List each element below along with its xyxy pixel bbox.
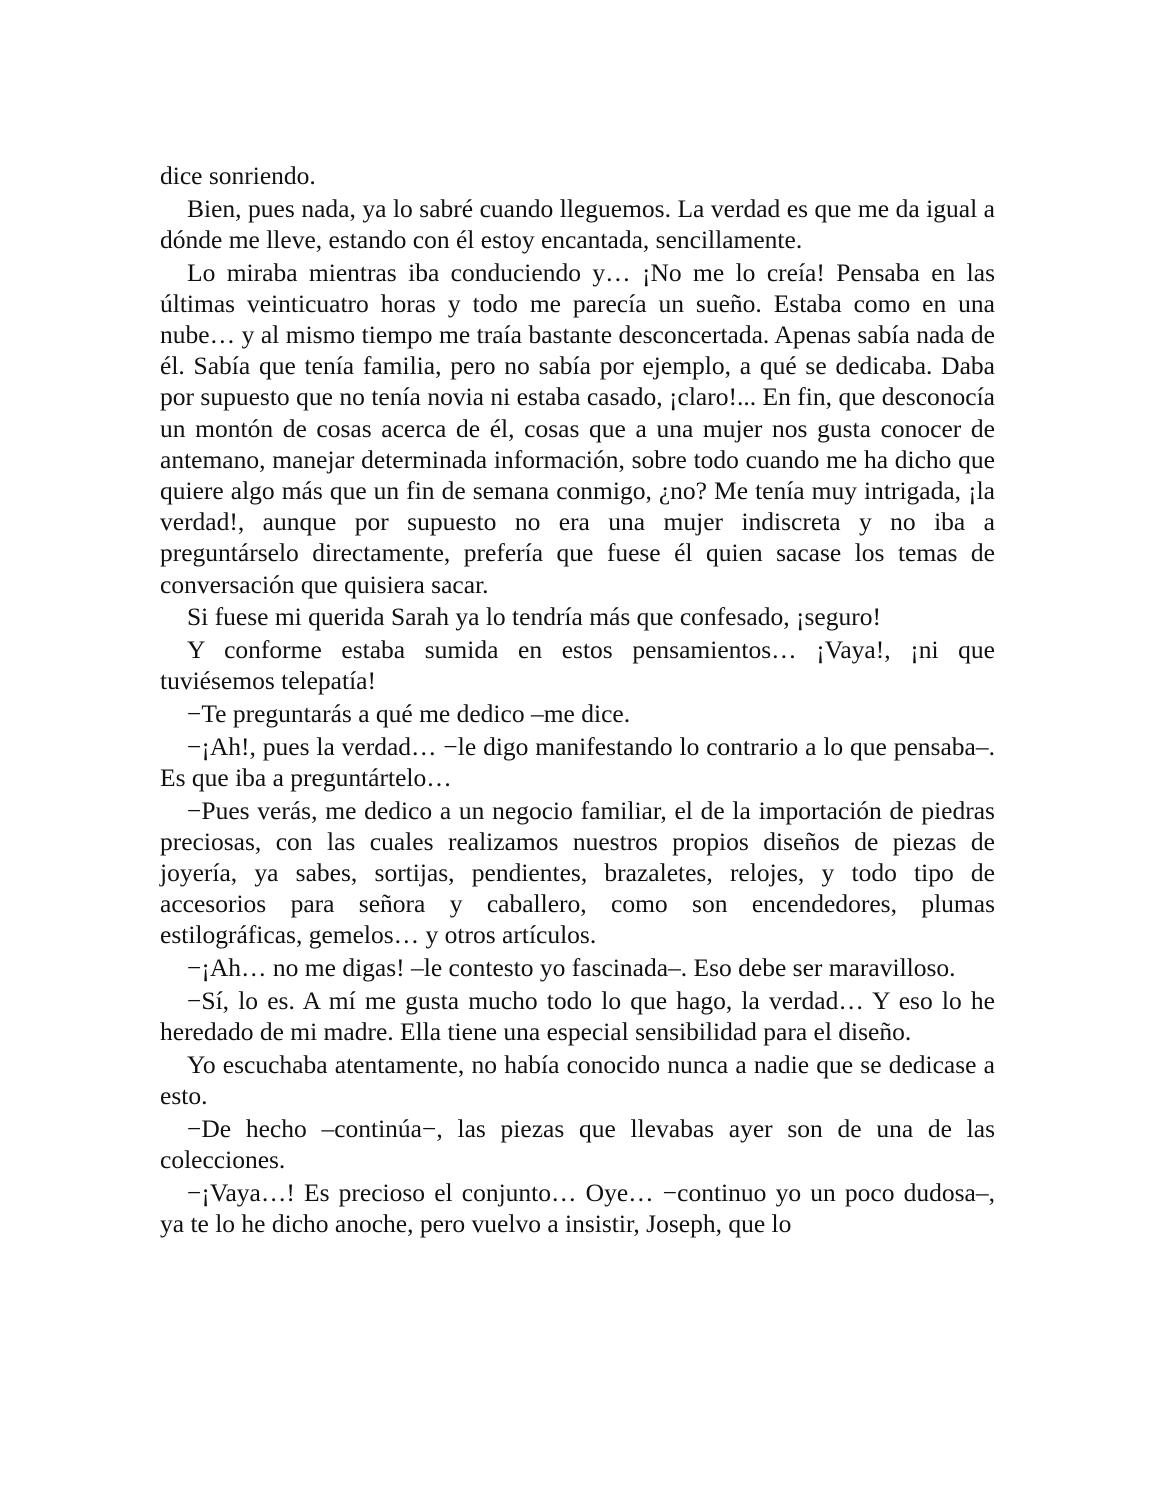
paragraph-7: −¡Ah!, pues la verdad… −le digo manifestando lo contrario a lo que pensaba–. Es que iba a preguntártelo…	[160, 731, 995, 792]
paragraph-10: −Sí, lo es. A mí me gusta mucho todo lo que hago, la verdad… Y eso lo he heredado de mi madre. Ella tiene una especial sensibilidad para el diseño.	[160, 985, 995, 1046]
paragraph-12: −De hecho –continúa−, las piezas que llevabas ayer son de una de las colecciones.	[160, 1113, 995, 1174]
paragraph-13: −¡Vaya…! Es precioso el conjunto… Oye… −continuo yo un poco dudosa–, ya te lo he dicho anoche, pero vuelvo a insistir, Joseph, que lo	[160, 1177, 995, 1238]
paragraph-5: Y conforme estaba sumida en estos pensamientos… ¡Vaya!, ¡ni que tuviésemos telepatía!	[160, 635, 995, 696]
paragraph-6: −Te preguntarás a qué me dedico –me dice.	[187, 698, 631, 728]
paragraph-8: −Pues verás, me dedico a un negocio familiar, el de la importación de piedras preciosas, con las cuales realizamos nuestros propios diseños de piezas de joyería, ya sabes, sortijas, pendientes, brazaletes, relojes, y todo tipo de accesorios para señora y caballero, como son encendedores, plumas estilográficas, gemelos… y otros artículos.	[160, 795, 995, 950]
paragraph-2: Bien, pues nada, ya lo sabré cuando lleguemos. La verdad es que me da igual a dónde me lleve, estando con él estoy encantada, sencillamente.	[160, 193, 995, 254]
paragraph-11: Yo escuchaba atentamente, no había conocido nunca a nadie que se dedicase a esto.	[160, 1049, 995, 1110]
paragraph-3: Lo miraba mientras iba conduciendo y… ¡No me lo creía! Pensaba en las últimas veinticuatro horas y todo me parecía un sueño. Estaba como en una nube… y al mismo tiempo me traía bastante desconcertada. Apenas sabía nada de él. Sabía que tenía familia, pero no sabía por ejemplo, a qué se dedicaba. Daba por supuesto que no tenía novia ni estaba casado, ¡claro!... En fin, que desconocía un montón de cosas acerca de él, cosas que a una mujer nos gusta conocer de antemano, manejar determinada información, sobre todo cuando me ha dicho que quiere algo más que un fin de semana conmigo, ¿no? Me tenía muy intrigada, ¡la verdad!, aunque por supuesto no era una mujer indiscreta y no iba a preguntárselo directamente, prefería que fuese él quien sacase los temas de conversación que quisiera sacar.	[160, 257, 995, 599]
paragraph-1: dice sonriendo.	[160, 161, 316, 190]
paragraph-9: −¡Ah… no me digas! –le contesto yo fascinada–. Eso debe ser maravilloso.	[187, 953, 956, 983]
document-page	[160, 160, 995, 1240]
paragraph-4: Si fuese mi querida Sarah ya lo tendría más que confesado, ¡seguro!	[187, 602, 881, 632]
